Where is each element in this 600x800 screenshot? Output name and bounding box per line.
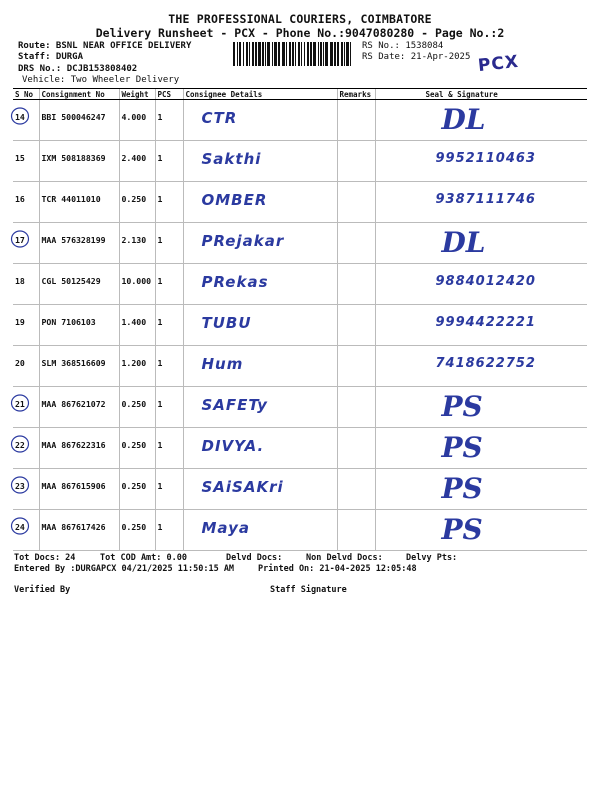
signature-cell: [375, 387, 587, 428]
handwritten-consignee: Sakthi: [201, 150, 262, 168]
consignment-no: SLM 368516609: [39, 346, 119, 387]
weight-cell: 0.250: [119, 510, 155, 551]
signature-cell: [375, 428, 587, 469]
verified-by: Verified By: [14, 585, 71, 595]
pcs-cell: 1: [155, 510, 183, 551]
sno-cell: [13, 428, 39, 469]
entered-by: Entered By :DURGAPCX 04/21/2025 11:50:15 AM: [14, 564, 235, 574]
pcs-cell: 1: [155, 387, 183, 428]
serial-number: 24: [15, 522, 25, 532]
sno-cell: [13, 100, 39, 141]
serial-number: 19: [15, 317, 25, 327]
serial-number: 18: [15, 276, 25, 286]
signature-cell: [375, 182, 587, 223]
ink-circle-mark: [10, 516, 30, 536]
sno-cell: [13, 305, 39, 346]
sno-cell: [13, 346, 39, 387]
remarks-cell: [337, 141, 375, 182]
header-consignment-no: Consignment No: [39, 89, 119, 100]
signature-cell: [375, 305, 587, 346]
weight-cell: 1.400: [119, 305, 155, 346]
consignment-no: IXM 508188369: [39, 141, 119, 182]
serial-number: 20: [15, 358, 25, 368]
weight-cell: 2.400: [119, 141, 155, 182]
handwritten-consignee: Maya: [201, 519, 250, 537]
table-row: [13, 223, 587, 264]
handwritten-signature: PS: [441, 472, 483, 505]
non-delvd-docs: Non Delvd Docs:: [306, 553, 383, 563]
consignee-cell: [183, 264, 337, 305]
consignment-no: MAA 867617426: [39, 510, 119, 551]
header-seal-signature: Seal & Signature: [375, 89, 587, 100]
remarks-cell: [337, 469, 375, 510]
handwritten-consignee: TUBU: [201, 314, 252, 332]
handwritten-phone: 9952110463: [435, 151, 536, 166]
signature-cell: [375, 100, 587, 141]
serial-number: 14: [15, 112, 25, 122]
remarks-cell: [337, 428, 375, 469]
handwritten-signature: PS: [441, 431, 483, 464]
header-pcs: PCS: [155, 89, 183, 100]
consignee-cell: [183, 305, 337, 346]
ink-circle-mark: [10, 434, 30, 454]
sno-cell: [13, 510, 39, 551]
consignment-no: BBI 500046247: [39, 100, 119, 141]
signature-cell: [375, 223, 587, 264]
weight-cell: 4.000: [119, 100, 155, 141]
pcs-cell: 1: [155, 346, 183, 387]
signature-cell: [375, 510, 587, 551]
remarks-cell: [337, 264, 375, 305]
staff-label: Staff: DURGA: [18, 52, 84, 62]
weight-cell: 0.250: [119, 182, 155, 223]
pcs-cell: 1: [155, 428, 183, 469]
company-title: THE PROFESSIONAL COURIERS, COIMBATORE: [168, 12, 432, 26]
ink-circle-mark: [10, 475, 30, 495]
header-remarks: Remarks: [337, 89, 375, 100]
pcs-cell: 1: [155, 141, 183, 182]
signature-cell: [375, 264, 587, 305]
handwritten-signature: DL: [441, 226, 486, 259]
handwritten-signature: PS: [441, 390, 483, 423]
header-consignee-details: Consignee Details: [183, 89, 337, 100]
pcs-cell: 1: [155, 100, 183, 141]
consignment-no: TCR 44011010: [39, 182, 119, 223]
header-weight: Weight: [119, 89, 155, 100]
consignment-no: MAA 576328199: [39, 223, 119, 264]
pcx-stamp: PCX: [477, 51, 520, 77]
table-row: [13, 346, 587, 387]
pcs-cell: 1: [155, 264, 183, 305]
table-row: [13, 264, 587, 305]
consignee-cell: [183, 387, 337, 428]
pcs-cell: 1: [155, 223, 183, 264]
serial-number: 15: [15, 153, 25, 163]
handwritten-consignee: CTR: [201, 109, 238, 127]
remarks-cell: [337, 100, 375, 141]
consignment-no: MAA 867615906: [39, 469, 119, 510]
weight-cell: 0.250: [119, 387, 155, 428]
handwritten-consignee: OMBER: [201, 191, 268, 209]
serial-number: 23: [15, 481, 25, 491]
runsheet-table: [13, 88, 587, 551]
consignee-cell: [183, 223, 337, 264]
weight-cell: 1.200: [119, 346, 155, 387]
consignee-cell: [183, 510, 337, 551]
sno-cell: [13, 182, 39, 223]
table-row: [13, 305, 587, 346]
consignee-cell: [183, 469, 337, 510]
remarks-cell: [337, 387, 375, 428]
vehicle-label: Vehicle: Two Wheeler Delivery: [22, 75, 180, 85]
handwritten-phone: 7418622752: [435, 356, 536, 371]
consignee-cell: [183, 428, 337, 469]
sno-cell: [13, 141, 39, 182]
handwritten-phone: 9994422221: [435, 315, 536, 330]
handwritten-consignee: DIVYA.: [201, 437, 265, 455]
drs-number: DRS No.: DCJB153808402: [18, 64, 138, 74]
consignee-cell: [183, 346, 337, 387]
handwritten-phone: 9387111746: [435, 192, 536, 207]
table-row: [13, 469, 587, 510]
remarks-cell: [337, 223, 375, 264]
consignment-no: CGL 50125429: [39, 264, 119, 305]
handwritten-consignee: SAiSAKri: [201, 478, 284, 496]
signature-cell: [375, 469, 587, 510]
handwritten-consignee: PRekas: [201, 273, 269, 291]
handwritten-consignee: PRejakar: [201, 232, 285, 250]
runsheet-subtitle: Delivery Runsheet - PCX - Phone No.:9047080280 - Page No.:2: [95, 26, 505, 40]
weight-cell: 0.250: [119, 428, 155, 469]
remarks-cell: [337, 346, 375, 387]
handwritten-signature: PS: [441, 513, 483, 546]
sno-cell: [13, 387, 39, 428]
sno-cell: [13, 469, 39, 510]
ink-circle-mark: [10, 393, 30, 413]
consignee-cell: [183, 141, 337, 182]
serial-number: 16: [15, 194, 25, 204]
table-row: [13, 100, 587, 141]
header-sno: S No: [13, 89, 39, 100]
handwritten-signature: DL: [441, 103, 486, 136]
printed-on: Printed On: 21-04-2025 12:05:48: [258, 564, 417, 574]
consignment-no: MAA 867621072: [39, 387, 119, 428]
remarks-cell: [337, 510, 375, 551]
barcode-image: [233, 42, 355, 66]
table-row: [13, 182, 587, 223]
remarks-cell: [337, 182, 375, 223]
handwritten-consignee: SAFETy: [201, 396, 268, 414]
pcs-cell: 1: [155, 182, 183, 223]
tot-cod-amt: Tot COD Amt: 0.00: [100, 553, 187, 563]
weight-cell: 2.130: [119, 223, 155, 264]
sno-cell: [13, 223, 39, 264]
ink-circle-mark: [10, 229, 30, 249]
rs-number: RS No.: 1538084: [362, 41, 444, 51]
tot-docs: Tot Docs: 24: [14, 553, 76, 563]
consignment-no: PON 7106103: [39, 305, 119, 346]
handwritten-phone: 9884012420: [435, 274, 536, 289]
serial-number: 21: [15, 399, 25, 409]
signature-cell: [375, 346, 587, 387]
signature-cell: [375, 141, 587, 182]
consignee-cell: [183, 100, 337, 141]
pcs-cell: 1: [155, 469, 183, 510]
delvd-docs: Delvd Docs:: [226, 553, 283, 563]
route-label: Route: BSNL NEAR OFFICE DELIVERY: [18, 41, 192, 51]
serial-number: 22: [15, 440, 25, 450]
table-row: [13, 510, 587, 551]
weight-cell: 0.250: [119, 469, 155, 510]
weight-cell: 10.000: [119, 264, 155, 305]
table-header-row: [13, 89, 587, 100]
rs-date: RS Date: 21-Apr-2025: [362, 52, 471, 62]
serial-number: 17: [15, 235, 25, 245]
ink-circle-mark: [10, 106, 30, 126]
delvy-pts: Delvy Pts:: [406, 553, 458, 563]
table-row: [13, 141, 587, 182]
table-row: [13, 387, 587, 428]
pcs-cell: 1: [155, 305, 183, 346]
sno-cell: [13, 264, 39, 305]
remarks-cell: [337, 305, 375, 346]
staff-signature: Staff Signature: [270, 585, 347, 595]
consignee-cell: [183, 182, 337, 223]
consignment-no: MAA 867622316: [39, 428, 119, 469]
handwritten-consignee: Hum: [201, 355, 244, 373]
table-row: [13, 428, 587, 469]
